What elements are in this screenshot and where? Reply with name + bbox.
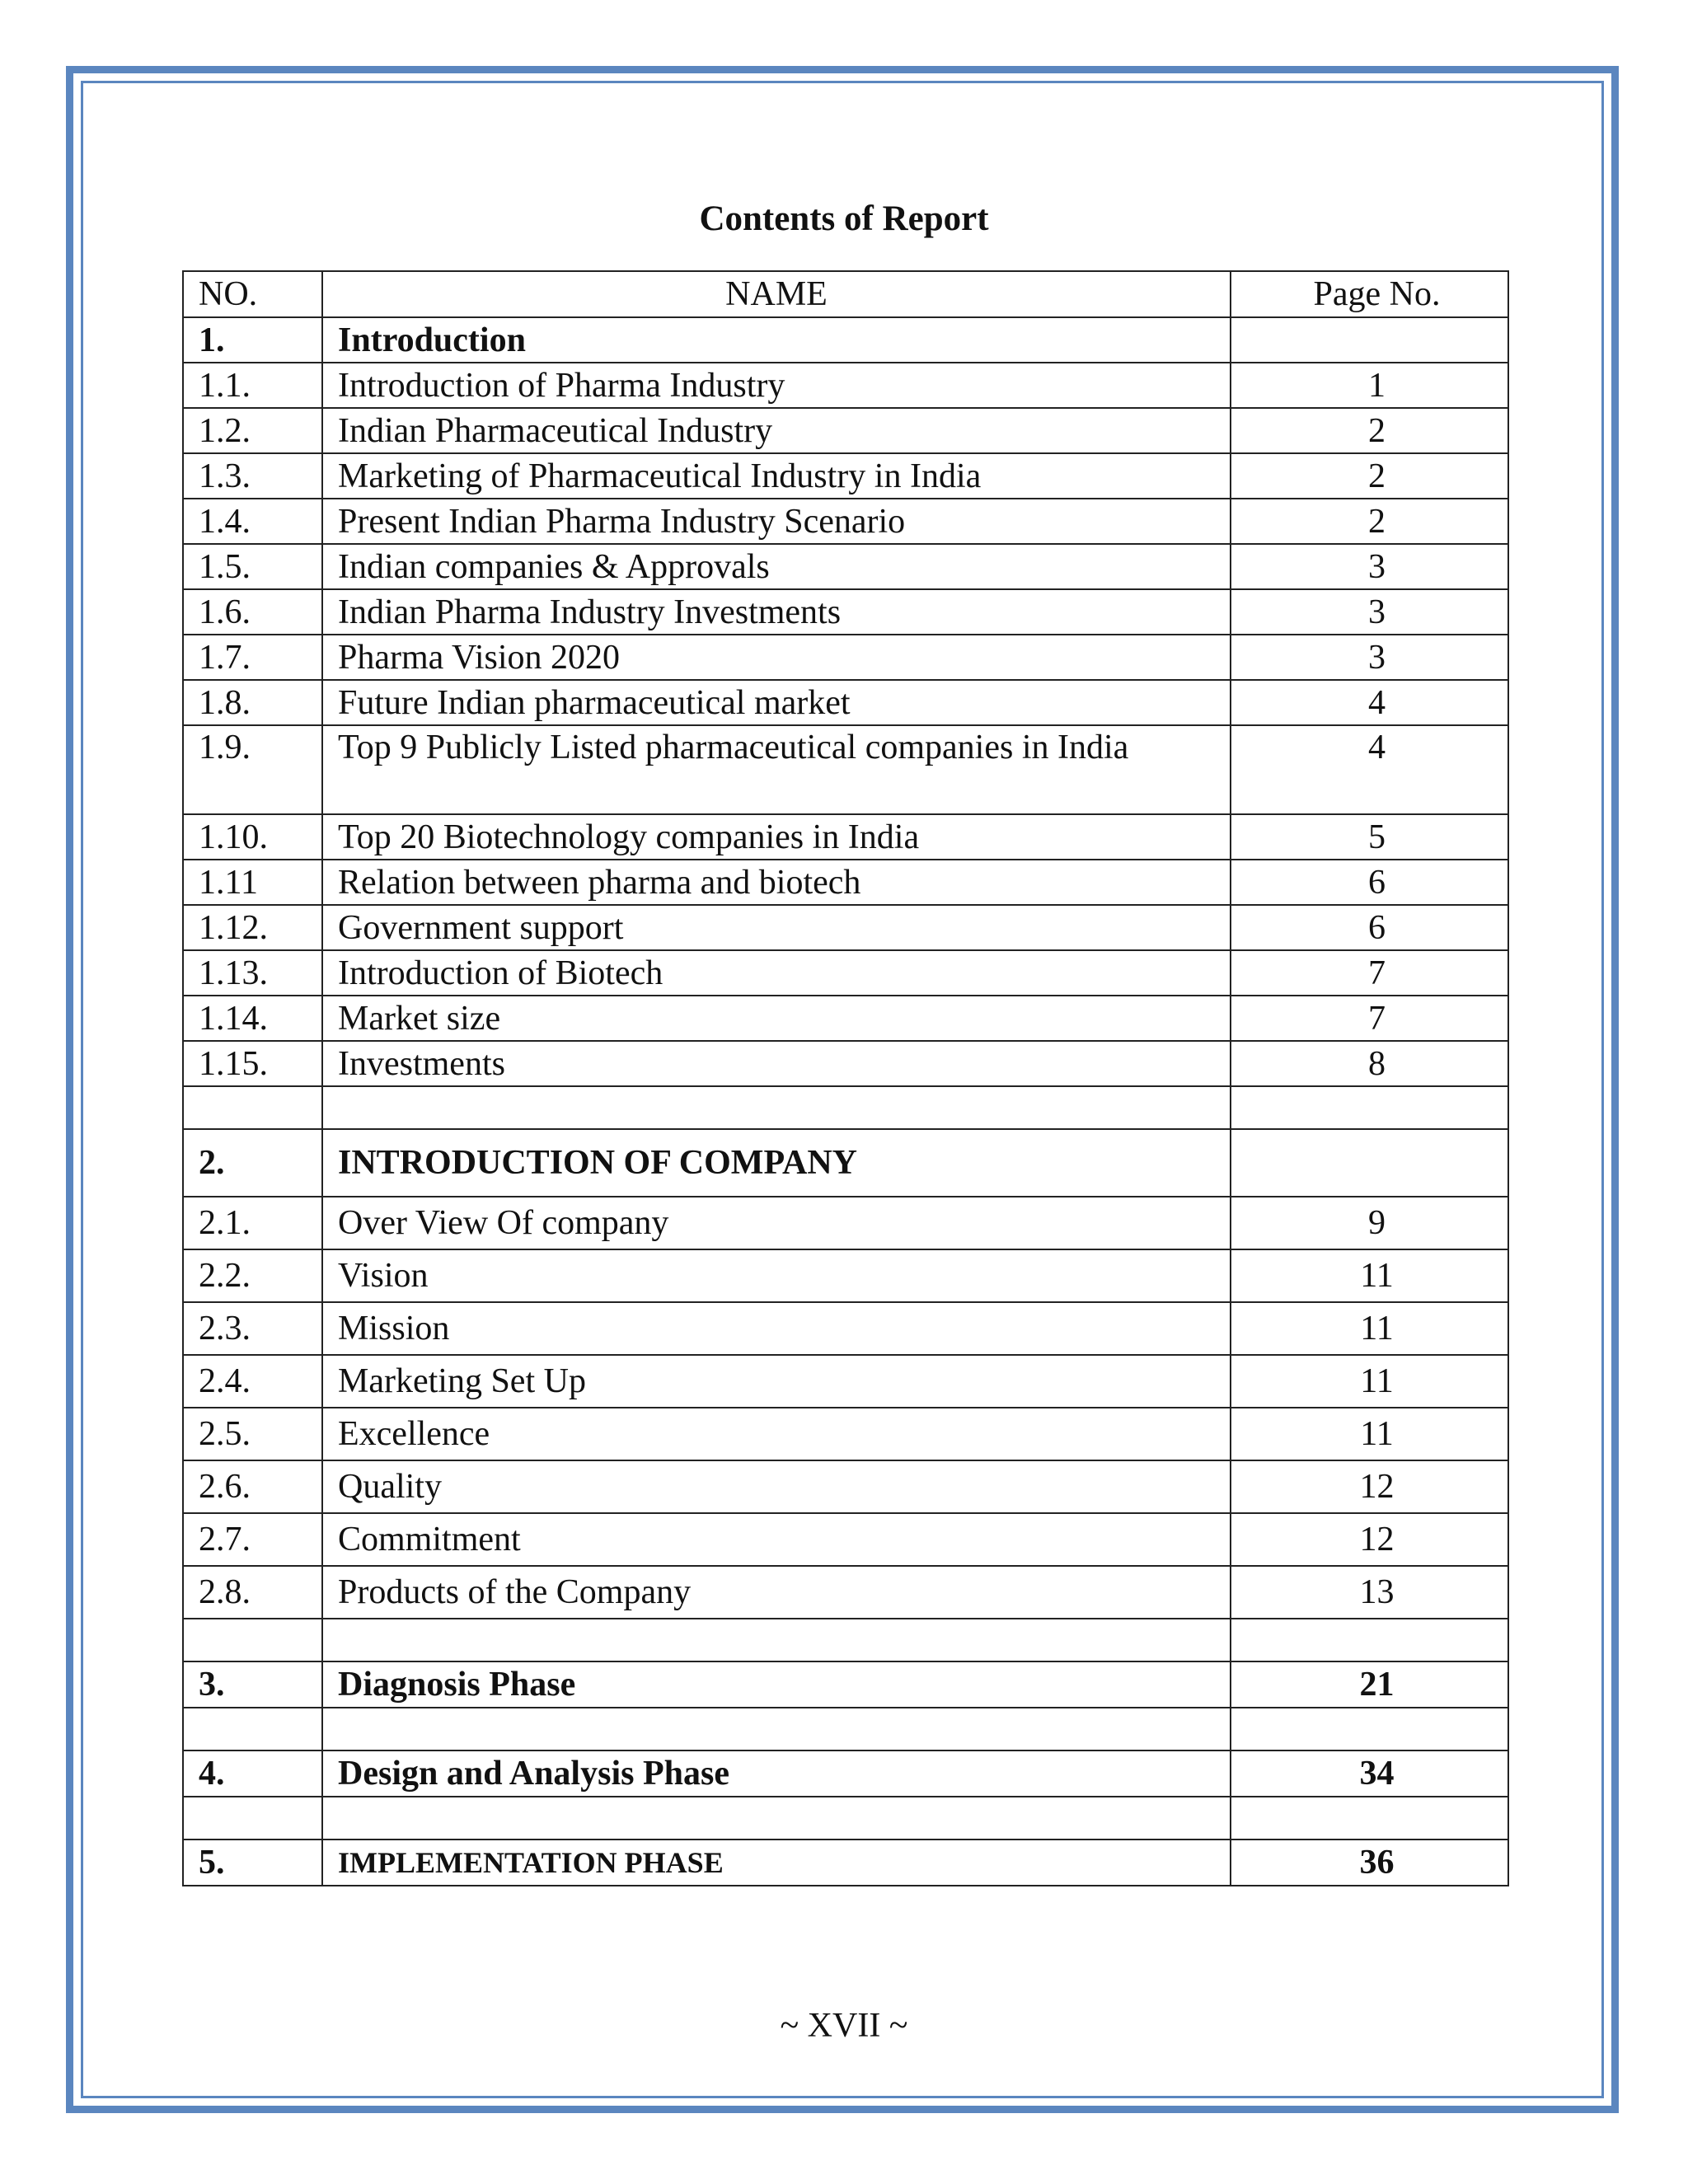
row-number: 3. (183, 1661, 322, 1708)
table-row (183, 814, 1508, 860)
row-page-number (1231, 1708, 1508, 1750)
row-number: 2.6. (183, 1460, 322, 1513)
row-title: Diagnosis Phase (322, 1661, 1231, 1708)
table-row (183, 1086, 1508, 1129)
row-page-number: 11 (1231, 1355, 1508, 1408)
table-row (183, 453, 1508, 499)
header-page: Page No. (1231, 271, 1508, 317)
row-title: Commitment (322, 1513, 1231, 1566)
row-title: Design and Analysis Phase (322, 1750, 1231, 1797)
table-row (183, 860, 1508, 905)
row-number: 1.5. (183, 544, 322, 589)
table-row (183, 1249, 1508, 1302)
row-number: 1.4. (183, 499, 322, 544)
row-page-number: 34 (1231, 1750, 1508, 1797)
row-title: Introduction of Biotech (322, 950, 1231, 996)
row-page-number: 6 (1231, 860, 1508, 905)
row-page-number: 12 (1231, 1513, 1508, 1566)
row-page-number: 2 (1231, 453, 1508, 499)
row-page-number: 11 (1231, 1302, 1508, 1355)
row-title: Relation between pharma and biotech (322, 860, 1231, 905)
row-number: 2.8. (183, 1566, 322, 1619)
row-page-number (1231, 1619, 1508, 1661)
table-row (183, 408, 1508, 453)
table-row (183, 996, 1508, 1041)
row-title: INTRODUCTION OF COMPANY (322, 1129, 1231, 1197)
row-page-number: 3 (1231, 544, 1508, 589)
row-number: 1. (183, 317, 322, 363)
row-title: Market size (322, 996, 1231, 1041)
table-row (183, 1197, 1508, 1249)
table-row (183, 1355, 1508, 1408)
row-title: Top 20 Biotechnology companies in India (322, 814, 1231, 860)
table-row (183, 589, 1508, 635)
row-title: Products of the Company (322, 1566, 1231, 1619)
row-title: Investments (322, 1041, 1231, 1086)
row-number: 1.7. (183, 635, 322, 680)
table-row (183, 544, 1508, 589)
row-page-number: 4 (1231, 680, 1508, 725)
row-title: Future Indian pharmaceutical market (322, 680, 1231, 725)
table-row (183, 635, 1508, 680)
row-number (183, 1619, 322, 1661)
row-page-number: 8 (1231, 1041, 1508, 1086)
header-no: NO. (183, 271, 322, 317)
row-title: Government support (322, 905, 1231, 950)
row-number: 1.12. (183, 905, 322, 950)
row-title: Quality (322, 1460, 1231, 1513)
row-page-number: 11 (1231, 1249, 1508, 1302)
table-row (183, 1129, 1508, 1197)
row-title (322, 1086, 1231, 1129)
page-number-footer: ~ XVII ~ (780, 2007, 908, 2045)
row-title: Indian Pharma Industry Investments (322, 589, 1231, 635)
row-number: 2.2. (183, 1249, 322, 1302)
table-row (183, 950, 1508, 996)
table-row (183, 317, 1508, 363)
row-number: 1.2. (183, 408, 322, 453)
row-number (183, 1086, 322, 1129)
row-title: Indian companies & Approvals (322, 544, 1231, 589)
table-header-row (183, 271, 1508, 317)
row-page-number: 7 (1231, 996, 1508, 1041)
row-number: 4. (183, 1750, 322, 1797)
row-number: 2.3. (183, 1302, 322, 1355)
row-number: 1.8. (183, 680, 322, 725)
row-title: Marketing Set Up (322, 1355, 1231, 1408)
table-row (183, 1797, 1508, 1840)
table-row (183, 1513, 1508, 1566)
row-number: 1.10. (183, 814, 322, 860)
row-title: Pharma Vision 2020 (322, 635, 1231, 680)
row-title (322, 1619, 1231, 1661)
row-page-number: 12 (1231, 1460, 1508, 1513)
row-page-number: 7 (1231, 950, 1508, 996)
row-title: Excellence (322, 1408, 1231, 1460)
table-row (183, 905, 1508, 950)
table-row (183, 363, 1508, 408)
row-page-number: 11 (1231, 1408, 1508, 1460)
row-number: 5. (183, 1840, 322, 1886)
row-number (183, 1797, 322, 1840)
row-page-number: 13 (1231, 1566, 1508, 1619)
row-number: 2. (183, 1129, 322, 1197)
row-title: Introduction (322, 317, 1231, 363)
table-row (183, 1302, 1508, 1355)
row-page-number: 4 (1231, 725, 1508, 814)
row-title: Indian Pharmaceutical Industry (322, 408, 1231, 453)
table-row (183, 1750, 1508, 1797)
row-number: 1.9. (183, 725, 322, 814)
row-page-number: 3 (1231, 635, 1508, 680)
table-row (183, 1619, 1508, 1661)
row-number: 2.7. (183, 1513, 322, 1566)
row-number: 1.3. (183, 453, 322, 499)
table-row (183, 1566, 1508, 1619)
row-number: 2.4. (183, 1355, 322, 1408)
row-page-number: 1 (1231, 363, 1508, 408)
row-page-number: 36 (1231, 1840, 1508, 1886)
row-page-number: 2 (1231, 499, 1508, 544)
header-name: NAME (322, 271, 1231, 317)
row-page-number (1231, 1797, 1508, 1840)
row-title: Over View Of company (322, 1197, 1231, 1249)
row-title: Vision (322, 1249, 1231, 1302)
row-number: 1.15. (183, 1041, 322, 1086)
row-page-number: 6 (1231, 905, 1508, 950)
row-page-number: 3 (1231, 589, 1508, 635)
table-row (183, 1408, 1508, 1460)
page-title: Contents of Report (699, 199, 989, 238)
row-title: Introduction of Pharma Industry (322, 363, 1231, 408)
row-page-number: 5 (1231, 814, 1508, 860)
table-row (183, 499, 1508, 544)
row-title: IMPLEMENTATION PHASE (322, 1840, 1231, 1886)
row-number: 2.5. (183, 1408, 322, 1460)
row-title: Marketing of Pharmaceutical Industry in India (322, 453, 1231, 499)
contents-table (182, 270, 1509, 1886)
row-number: 1.6. (183, 589, 322, 635)
table-row (183, 1661, 1508, 1708)
row-title (322, 1708, 1231, 1750)
table-row (183, 1460, 1508, 1513)
row-number: 1.13. (183, 950, 322, 996)
row-number: 1.11 (183, 860, 322, 905)
row-page-number: 21 (1231, 1661, 1508, 1708)
row-number: 1.14. (183, 996, 322, 1041)
table-row (183, 680, 1508, 725)
table-row (183, 725, 1508, 814)
table-row (183, 1041, 1508, 1086)
table-row (183, 1708, 1508, 1750)
row-title: Present Indian Pharma Industry Scenario (322, 499, 1231, 544)
row-page-number: 9 (1231, 1197, 1508, 1249)
row-number (183, 1708, 322, 1750)
table-row (183, 1840, 1508, 1886)
row-title: Top 9 Publicly Listed pharmaceutical companies in India (322, 725, 1231, 814)
row-title (322, 1797, 1231, 1840)
row-page-number (1231, 1086, 1508, 1129)
row-number: 2.1. (183, 1197, 322, 1249)
row-page-number (1231, 1129, 1508, 1197)
row-number: 1.1. (183, 363, 322, 408)
row-page-number: 2 (1231, 408, 1508, 453)
row-title: Mission (322, 1302, 1231, 1355)
row-page-number (1231, 317, 1508, 363)
